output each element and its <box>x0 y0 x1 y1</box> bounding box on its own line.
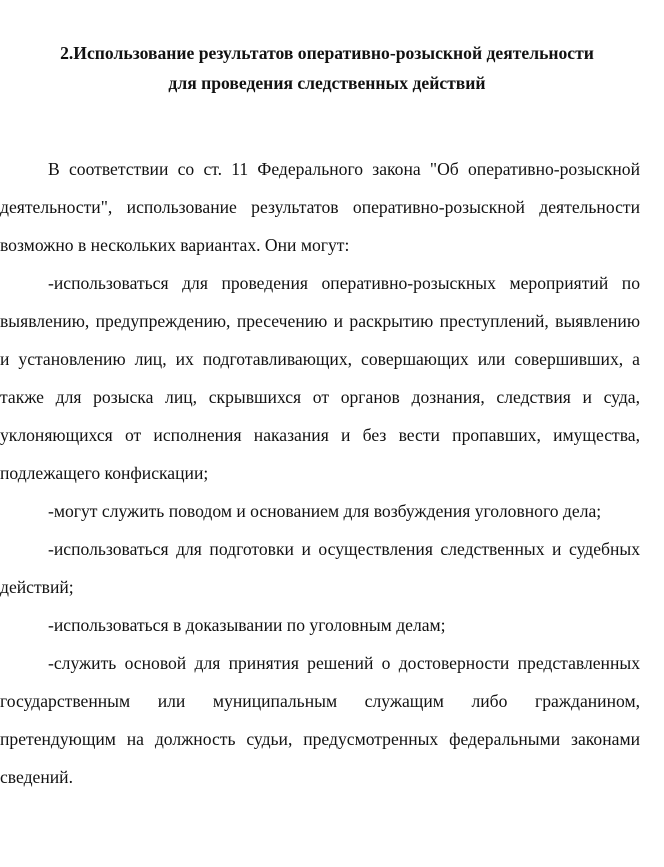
section-title <box>0 38 640 98</box>
paragraph-item-proving: -использоваться в доказывании по уголовным делам; <box>48 615 446 635</box>
paragraph-item-reliability: -служить основой для принятия решений о достоверности представленных государственным или муниципальным служащим либо гражданином, претендующим на должность судьи, предусмотренных федеральными законами сведений. <box>0 653 640 787</box>
section-title-line-1: 2.Использование результатов оперативно-розыскной деятельности <box>60 43 594 63</box>
paragraph-item-investigative-actions: -использоваться для подготовки и осуществления следственных и судебных действий; <box>0 539 640 597</box>
body-text <box>0 150 640 796</box>
paragraph-item-case-initiation: -могут служить поводом и основанием для возбуждения уголовного дела; <box>48 501 602 521</box>
section-title-line-2: для проведения следственных действий <box>168 73 486 93</box>
paragraph-item-ord: -использоваться для проведения оперативно-розыскных мероприятий по выявлению, предупреждению, пресечению и раскрытию преступлений, выявлению и установлению лиц, их подготавливающих, совершающих или совершивших, а также для розыска лиц, скрывшихся от органов дознания, следствия и суда, уклоняющихся от исполнения наказания и без вести пропавших, имущества, подлежащего конфискации; <box>0 273 640 483</box>
paragraph-intro: В соответствии со ст. 11 Федерального закона "Об оперативно-розыскной деятельности", использование результатов оперативно-розыскной деятельности возможно в нескольких вариантах. Они могут: <box>0 159 640 255</box>
